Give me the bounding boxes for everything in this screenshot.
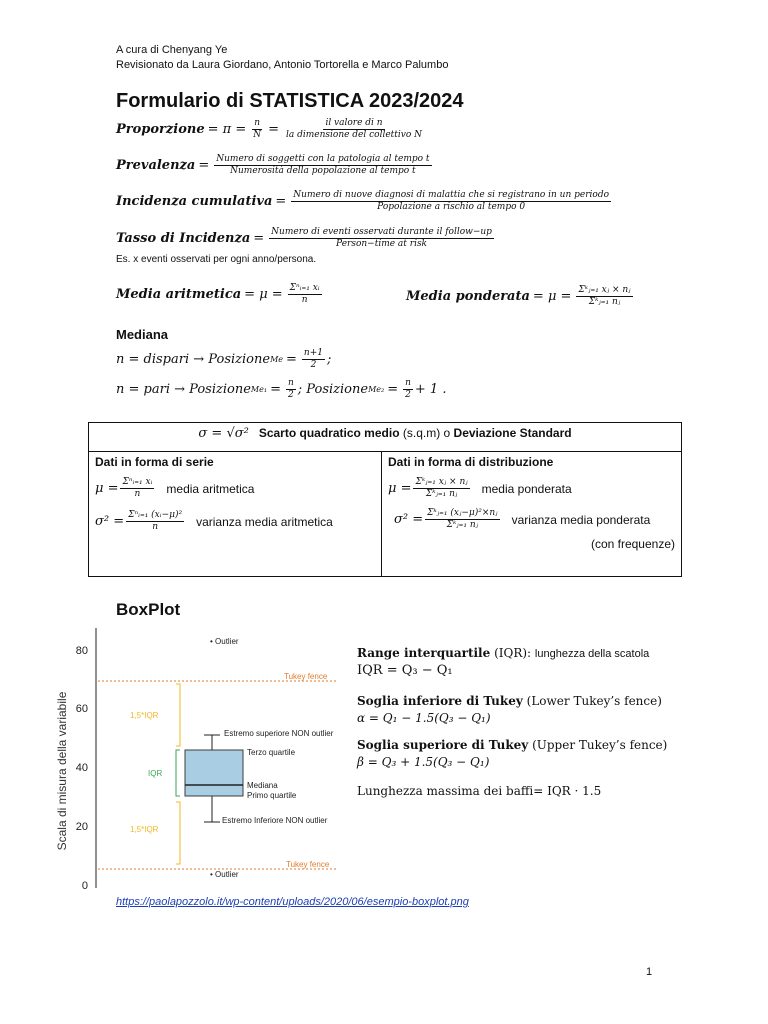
frac-den: n bbox=[134, 489, 141, 499]
frac-num: Numero di nuove diagnosi di malattia che si registrano in un periodo bbox=[293, 190, 609, 200]
mediana-sub: Me bbox=[270, 355, 283, 364]
upper-fence-formula: β = Q₃ + 1.5(Q₃ − Q₁) bbox=[357, 755, 490, 769]
range-iqr-line bbox=[357, 646, 649, 660]
formula-proporzione bbox=[116, 118, 426, 141]
upper-fence-title: Soglia superiore di Tukey bbox=[357, 738, 529, 752]
mediana-text: + 1 . bbox=[414, 382, 447, 397]
formula-mediana-dispari bbox=[116, 348, 331, 371]
iqr-label-upper: 1,5*IQR bbox=[130, 711, 159, 720]
mediana-text: ; bbox=[326, 352, 332, 367]
frac-den: Numerosità della popolazione al tempo t bbox=[230, 166, 416, 176]
formula-eq: = bbox=[270, 382, 281, 397]
frac-num: n bbox=[405, 378, 411, 388]
distribuzione-cell bbox=[382, 452, 682, 577]
mediana-text: n = pari → Posizione bbox=[116, 382, 251, 397]
y-tick-label: 0 bbox=[81, 880, 88, 892]
upper-fence-line bbox=[357, 738, 667, 752]
reviewer-credit: Revisionato da Laura Giordano, Antonio Tortorella e Marco Palumbo bbox=[116, 59, 449, 71]
serie-mean bbox=[95, 477, 375, 500]
iqr-label-mid: IQR bbox=[148, 769, 163, 778]
formula-eq: = bbox=[198, 158, 210, 173]
frac-den: la dimensione del collettivo N bbox=[286, 130, 423, 140]
page-number: 1 bbox=[646, 966, 653, 978]
frac-num: n+1 bbox=[303, 348, 323, 358]
lower-fence-title: Soglia inferiore di Tukey bbox=[357, 694, 523, 708]
median-label: Mediana bbox=[247, 781, 278, 790]
formula-lhs: Proporzione bbox=[116, 122, 205, 137]
formula-media-aritmetica bbox=[116, 283, 324, 306]
iqr-bracket-upper bbox=[176, 684, 180, 746]
sd-formula: σ = √σ² bbox=[198, 426, 249, 441]
lower-fence-line bbox=[357, 694, 662, 708]
frac-num: Σⁿᵢ₌₁ xᵢ bbox=[122, 477, 153, 487]
tasso-note: Es. x eventi osservati per ogni anno/persona. bbox=[116, 254, 317, 265]
formula-eq: = μ = bbox=[532, 289, 572, 304]
frac-num: Σᵏⱼ₌₁ (xⱼ−μ)²×nⱼ bbox=[427, 508, 498, 518]
outlier-bottom: • Outlier bbox=[210, 870, 239, 879]
mediana-sub: Me₁ bbox=[250, 385, 268, 394]
iqr-bracket-lower bbox=[176, 802, 180, 864]
formula-lhs: Media ponderata bbox=[406, 289, 530, 304]
frac-num: Numero di eventi osservati durante il follow−up bbox=[271, 227, 492, 237]
frac-num: Numero di soggetti con la patologia al tempo t bbox=[216, 154, 430, 164]
std-dev-header bbox=[89, 423, 682, 452]
frac-den: N bbox=[253, 130, 262, 140]
formula-lhs: μ = bbox=[95, 481, 119, 496]
frac-den: Popolazione a rischio al tempo 0 bbox=[377, 202, 526, 212]
formula-eq: = bbox=[387, 382, 399, 397]
outlier-top: • Outlier bbox=[210, 637, 239, 646]
frac-num: n bbox=[287, 378, 294, 388]
distribuzione-variance bbox=[394, 508, 675, 531]
author-credit: A cura di Chenyang Ye bbox=[116, 44, 228, 56]
frequenze-note: (con frequenze) bbox=[590, 537, 675, 551]
y-tick-label: 20 bbox=[75, 821, 88, 833]
formula-mediana-pari bbox=[116, 378, 446, 401]
formula-lhs: σ² = bbox=[95, 514, 125, 529]
lower-fence-rest: (Lower Tukey’s fence) bbox=[522, 694, 662, 708]
tukey-label-upper: Tukey fence bbox=[284, 672, 328, 681]
serie-variance bbox=[95, 510, 375, 533]
frac-den: n bbox=[152, 522, 158, 532]
distribuzione-mean bbox=[388, 477, 675, 500]
range-iqr-formula: IQR = Q₃ − Q₁ bbox=[357, 663, 453, 678]
sd-title-2: Deviazione Standard bbox=[453, 426, 572, 440]
formula-eq: = π = bbox=[207, 122, 247, 137]
std-dev-table bbox=[88, 422, 682, 577]
formula-lhs: Media aritmetica bbox=[116, 287, 242, 302]
whisker-length: Lunghezza massima dei baffi= IQR · 1.5 bbox=[357, 784, 602, 798]
frac-den: Σᵏⱼ₌₁ nⱼ bbox=[425, 489, 458, 499]
frac-num: n bbox=[254, 118, 261, 128]
formula-lhs: Incidenza cumulativa bbox=[116, 194, 273, 209]
formula-label: varianza media aritmetica bbox=[196, 514, 333, 529]
formula-tasso bbox=[116, 227, 496, 250]
formula-eq: = bbox=[286, 352, 297, 367]
y-tick-label: 80 bbox=[75, 645, 88, 657]
formula-eq: = bbox=[253, 231, 265, 246]
formula-media-ponderata bbox=[406, 285, 635, 308]
source-link[interactable]: https://paolapozzolo.it/wp-content/uploads/2020/06/esempio-boxplot.png bbox=[116, 896, 469, 908]
frac-den: n bbox=[301, 295, 308, 305]
frac-den: Person−time at risk bbox=[336, 239, 428, 249]
distribuzione-title: Dati in forma di distribuzione bbox=[388, 455, 554, 469]
frac-den: 2 bbox=[288, 390, 294, 400]
formula-lhs: μ = bbox=[388, 481, 412, 496]
mediana-heading: Mediana bbox=[116, 327, 169, 342]
iqr-bracket-mid bbox=[176, 750, 180, 796]
frac-num: Σᵏⱼ₌₁ xⱼ × nⱼ bbox=[578, 285, 631, 295]
page-title: Formulario di STATISTICA 2023/2024 bbox=[116, 90, 464, 112]
formula-eq: = μ = bbox=[244, 287, 283, 302]
frac-num: Σⁿᵢ₌₁ xᵢ bbox=[289, 283, 320, 293]
formula-eq: = bbox=[268, 122, 279, 137]
frac-den: Σᵏⱼ₌₁ nⱼ bbox=[588, 297, 621, 307]
tukey-label-lower: Tukey fence bbox=[286, 860, 330, 869]
frac-den: Σᵏⱼ₌₁ nⱼ bbox=[446, 520, 479, 530]
formula-label: media aritmetica bbox=[166, 481, 255, 496]
formula-label: media ponderata bbox=[481, 481, 572, 496]
boxplot-figure bbox=[52, 626, 342, 896]
formula-incidenza bbox=[116, 190, 613, 213]
sd-title: Scarto quadratico medio bbox=[258, 426, 400, 440]
q1-label: Primo quartile bbox=[247, 791, 297, 800]
formula-lhs: Prevalenza bbox=[116, 158, 196, 173]
mediana-text: n = dispari → Posizione bbox=[116, 352, 271, 367]
upper-fence-rest: (Upper Tukey’s fence) bbox=[528, 738, 668, 752]
formula-prevalenza bbox=[116, 154, 434, 177]
lower-fence-formula: α = Q₁ − 1.5(Q₃ − Q₁) bbox=[357, 711, 491, 725]
upper-whisker-label: Estremo superiore NON outlier bbox=[224, 729, 334, 738]
range-iqr-title: Range interquartile bbox=[357, 646, 491, 660]
mediana-text: ; Posizione bbox=[297, 382, 369, 397]
sd-title-mid: (s.q.m) o bbox=[399, 426, 454, 440]
y-axis-label: Scala di misura della variabile bbox=[55, 691, 69, 851]
formula-lhs: Tasso di Incidenza bbox=[116, 231, 251, 246]
formula-eq: = bbox=[275, 194, 287, 209]
boxplot-heading: BoxPlot bbox=[116, 600, 181, 619]
y-tick-label: 40 bbox=[75, 762, 88, 774]
frac-den: 2 bbox=[405, 390, 411, 400]
mediana-sub: Me₂ bbox=[368, 385, 385, 394]
iqr-label-lower: 1,5*IQR bbox=[130, 825, 159, 834]
frac-den: 2 bbox=[310, 360, 317, 370]
serie-cell bbox=[89, 452, 382, 577]
serie-title: Dati in forma di serie bbox=[95, 455, 214, 469]
frac-num: Σⁿᵢ₌₁ (xᵢ−μ)² bbox=[128, 510, 183, 520]
frac-num: Σᵏⱼ₌₁ xⱼ × nⱼ bbox=[415, 477, 468, 487]
range-iqr-rest: (IQR): bbox=[490, 646, 535, 660]
formula-label: varianza media ponderata bbox=[511, 512, 651, 527]
iqr-box bbox=[185, 750, 243, 796]
q3-label: Terzo quartile bbox=[247, 748, 296, 757]
lower-whisker-label: Estremo Inferiore NON outlier bbox=[222, 816, 328, 825]
y-tick-label: 60 bbox=[75, 703, 88, 715]
range-iqr-desc: lunghezza della scatola bbox=[534, 648, 650, 660]
frac-num: il valore di n bbox=[325, 118, 383, 128]
formula-lhs: σ² = bbox=[394, 512, 424, 527]
